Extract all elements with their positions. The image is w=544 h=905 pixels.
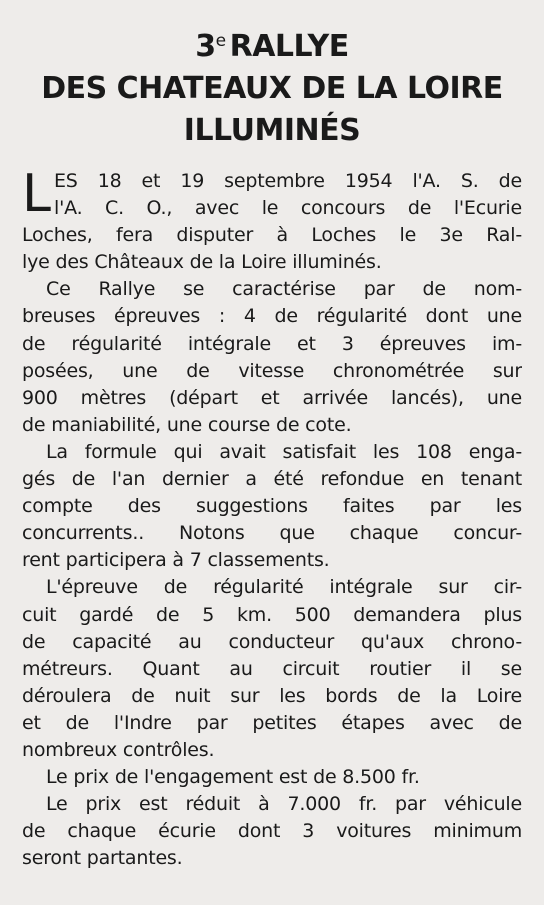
text-line: déroulera de nuit sur les bords de la Loire: [22, 684, 522, 707]
text-line: L'épreuve de régularité intégrale sur cir-: [46, 576, 522, 599]
text-line: breuses épreuves : 4 de régularité dont une: [22, 305, 522, 328]
article-body: [22, 164, 522, 872]
text-line: cuit gardé de 5 km. 500 demandera plus: [22, 603, 522, 626]
text-line: posées, une de vitesse chronométrée sur: [22, 359, 522, 382]
text-line: et de l'Indre par petites étapes avec de: [22, 711, 522, 734]
text-line: lye des Châteaux de la Loire illuminés.: [22, 251, 382, 274]
text-line: rent participera à 7 classements.: [22, 549, 330, 572]
text-line: Ce Rallye se caractérise par de nom-: [46, 278, 522, 301]
text-line: Le prix de l'engagement est de 8.500 fr.: [46, 766, 420, 789]
headline-ordinal-suffix: e: [215, 31, 226, 51]
headline-line-3: ILLUMINÉS: [183, 113, 361, 148]
text-line: 900 mètres (départ et arrivée lancés), une: [22, 386, 522, 409]
paragraph-6: [22, 791, 522, 872]
headline-ordinal-number: 3: [195, 29, 216, 64]
paragraph-3: [22, 439, 522, 574]
text-line: métreurs. Quant au circuit routier il se: [22, 657, 522, 680]
text-line: de chaque écurie dont 3 voitures minimum: [22, 820, 522, 843]
text-line: de régularité intégrale et 3 épreuves im-: [22, 332, 522, 355]
text-line: gés de l'an dernier a été refondue en tenant: [22, 468, 522, 491]
drop-cap: L: [22, 164, 51, 224]
text-line: seront partantes.: [22, 847, 183, 870]
text-line: La formule qui avait satisfait les 108 enga-: [46, 440, 522, 463]
text-line: Loches, fera disputer à Loches le 3e Ral-: [22, 224, 522, 247]
text-line: concurrents.. Notons que chaque concur-: [22, 522, 522, 545]
paragraph-2: [22, 276, 522, 439]
paragraph-5: [22, 764, 522, 791]
text-line: de maniabilité, une course de cote.: [22, 413, 352, 436]
headline: [0, 20, 544, 152]
paragraph-4: [22, 574, 522, 764]
headline-line-1: [0, 20, 544, 68]
text-line: ES 18 et 19 septembre 1954 l'A. S. de: [54, 170, 522, 192]
text-line: compte des suggestions faites par les: [22, 495, 522, 518]
text-line: Le prix est réduit à 7.000 fr. par véhicule: [46, 793, 522, 816]
paragraph-1: [22, 164, 522, 276]
text-line: l'A. C. O., avec le concours de l'Ecurie: [54, 197, 522, 220]
text-line: nombreux contrôles.: [22, 738, 215, 761]
headline-line-2: DES CHATEAUX DE LA LOIRE: [41, 71, 503, 106]
headline-rallye: RALLYE: [229, 29, 349, 64]
text-line: de capacité au conducteur qu'aux chrono-: [22, 630, 522, 653]
